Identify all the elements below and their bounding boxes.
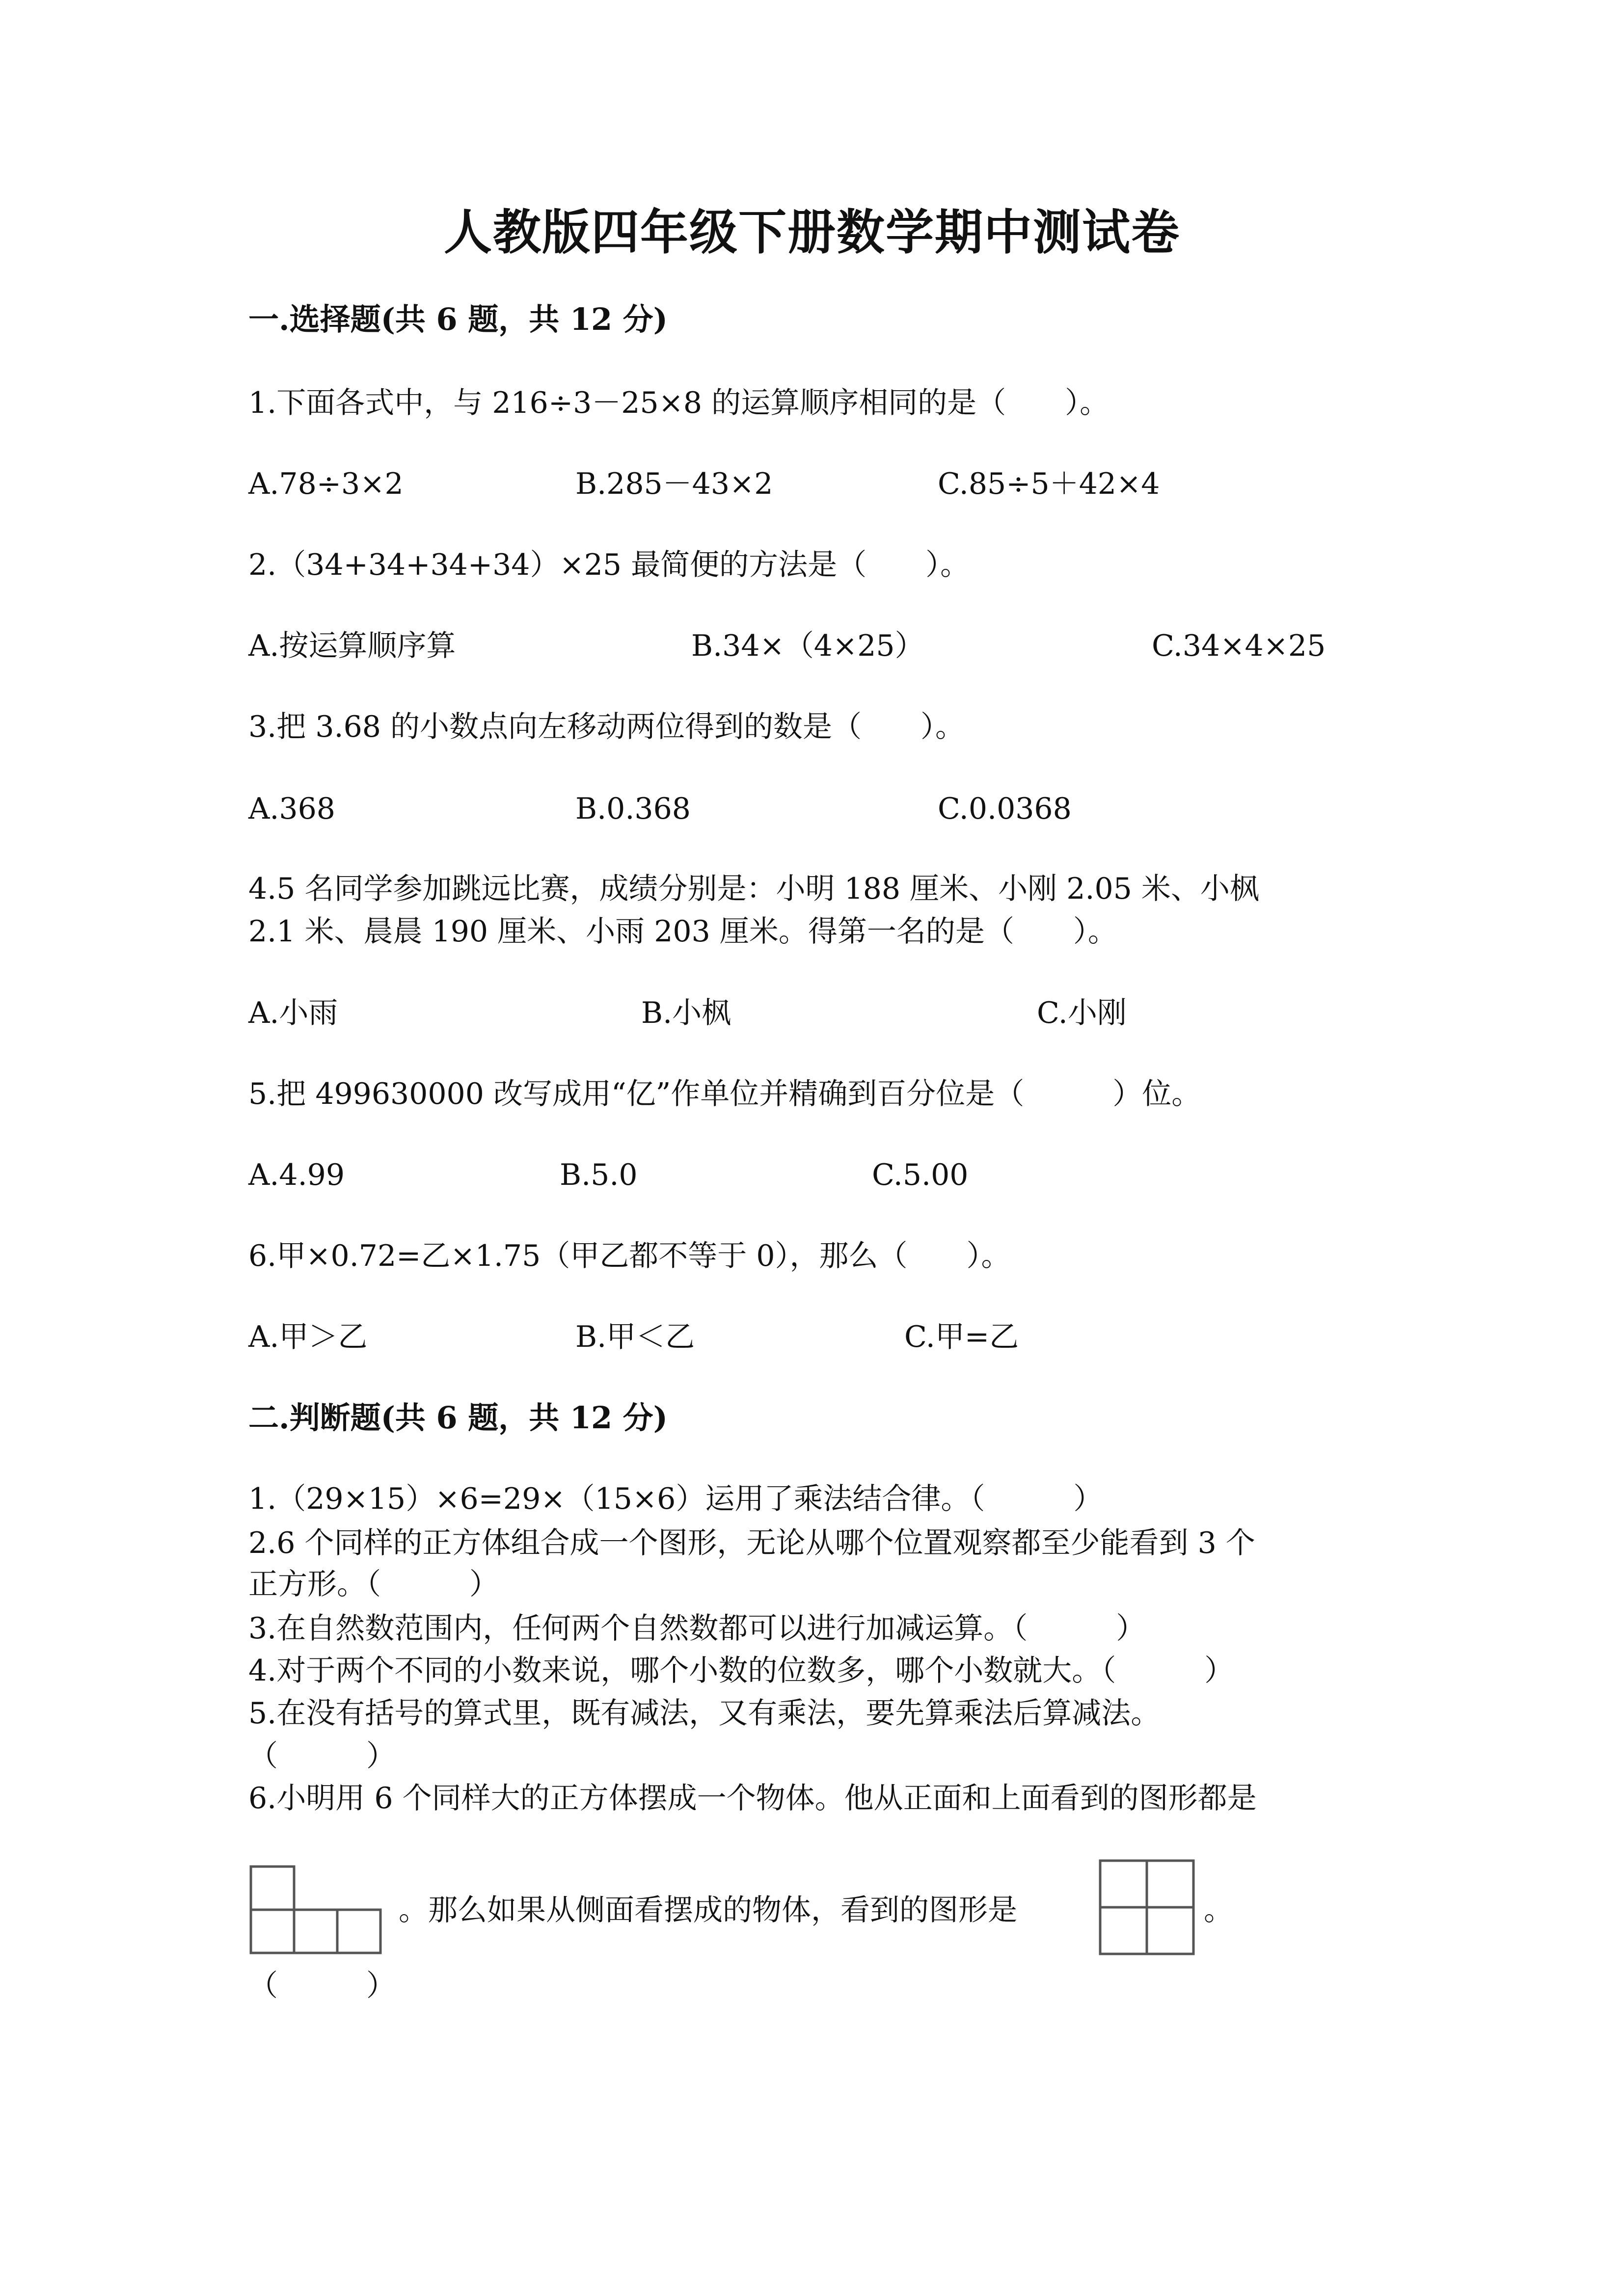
q3-option-c: C.0.0368	[938, 792, 1072, 826]
q2-option-c: C.34×4×25	[1152, 629, 1326, 663]
judge-4: 4.对于两个不同的小数来说，哪个小数的位数多，哪个小数就大。（ ）	[248, 1654, 1234, 1688]
question-1: 1.下面各式中，与 216÷3－25×8 的运算顺序相同的是（ ）。	[248, 386, 1110, 420]
q5-option-c: C.5.00	[872, 1158, 969, 1192]
q6-option-b: B.甲＜乙	[575, 1320, 695, 1354]
judge-1: 1.（29×15）×6=29×（15×6）运用了乘法结合律。（ ）	[248, 1482, 1103, 1516]
two-by-two-squares-diagram	[1099, 1859, 1195, 1955]
q2-option-b: B.34×（4×25）	[691, 629, 924, 663]
judge-3: 3.在自然数范围内，任何两个自然数都可以进行加减运算。（ ）	[248, 1611, 1146, 1646]
section-heading-choice: 一.选择题(共 6 题，共 12 分)	[248, 301, 668, 337]
q1-option-b: B.285－43×2	[575, 467, 773, 501]
judge-6-line-2: 。那么如果从侧面看摆成的物体，看到的图形是	[399, 1893, 1017, 1927]
section-heading-judgement: 二.判断题(共 6 题，共 12 分)	[248, 1400, 668, 1436]
question-6: 6.甲×0.72=乙×1.75（甲乙都不等于 0），那么（ ）。	[248, 1239, 1011, 1273]
q6-option-a: A.甲＞乙	[248, 1320, 368, 1354]
side-view-figure	[1099, 1859, 1195, 1955]
q4-option-a: A.小雨	[248, 996, 338, 1030]
judge-6-line-2-end: 。	[1204, 1893, 1233, 1927]
q5-option-b: B.5.0	[560, 1158, 638, 1192]
q5-option-a: A.4.99	[248, 1158, 345, 1192]
question-2: 2.（34+34+34+34）×25 最简便的方法是（ ）。	[248, 548, 970, 582]
question-4-line-2: 2.1 米、晨晨 190 厘米、小雨 203 厘米。得第一名的是（ ）。	[248, 914, 1117, 949]
q2-option-a: A.按运算顺序算	[248, 629, 456, 663]
judge-5-line-1: 5.在没有括号的算式里，既有减法，又有乘法，要先算乘法后算减法。	[248, 1696, 1161, 1731]
q4-option-c: C.小刚	[1037, 996, 1127, 1030]
judge-2-line-1: 2.6 个同样的正方体组合成一个图形，无论从哪个位置观察都至少能看到 3 个	[248, 1526, 1255, 1560]
q6-option-c: C.甲=乙	[904, 1320, 1019, 1354]
l-shape-squares-diagram	[249, 1865, 382, 1954]
q1-option-a: A.78÷3×2	[248, 467, 404, 501]
q3-option-b: B.0.368	[575, 792, 691, 826]
page-title: 人教版四年级下册数学期中测试卷	[443, 204, 1180, 261]
q1-option-c: C.85÷5＋42×4	[938, 467, 1160, 501]
q4-option-b: B.小枫	[641, 996, 731, 1030]
judge-5-line-2: （ ）	[248, 1739, 396, 1773]
q3-option-a: A.368	[248, 792, 335, 826]
judge-6-answer: （ ）	[248, 1969, 396, 2003]
question-3: 3.把 3.68 的小数点向左移动两位得到的数是（ ）。	[248, 710, 965, 744]
question-4-line-1: 4.5 名同学参加跳远比赛，成绩分别是：小明 188 厘米、小刚 2.05 米、小枫	[248, 872, 1259, 906]
front-top-view-figure	[249, 1865, 382, 1954]
judge-2-line-2: 正方形。（ ）	[248, 1567, 499, 1602]
question-5: 5.把 499630000 改写成用“亿”作单位并精确到百分位是（ ）位。	[248, 1077, 1201, 1111]
judge-6-line-1: 6.小明用 6 个同样大的正方体摆成一个物体。他从正面和上面看到的图形都是	[248, 1781, 1257, 1815]
